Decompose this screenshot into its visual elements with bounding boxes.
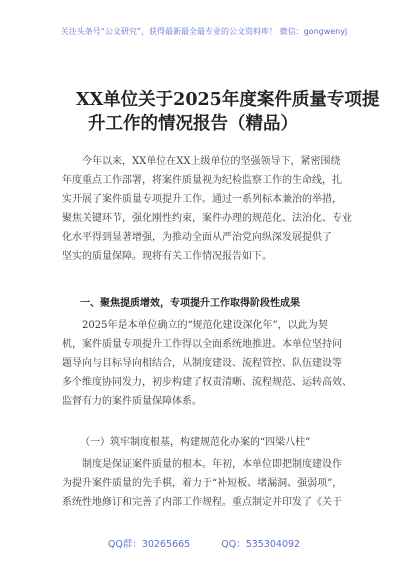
subsection-1-paragraph xyxy=(62,455,354,512)
title-line-2: 升工作的情况报告（精品） xyxy=(88,114,298,134)
section-1-line: 监督有力的案件质量保障体系。 xyxy=(62,396,202,407)
footer-qq-group: QQ群：30265665 xyxy=(107,539,191,550)
intro-line: 化水平得到显著增强，为推动全面从严治党向纵深发展提供了 xyxy=(62,232,332,243)
document-title xyxy=(76,88,380,136)
subsection-1-heading: （一）筑牢制度根基，构建规范化办案的“四梁八柱” xyxy=(80,437,311,448)
section-1-line: 2025年是本单位确立的“规范化建设深化年”，以此为契 xyxy=(82,320,328,331)
section-1-line: 题导向与目标导向相结合，从制度建设、流程管控、队伍建设等 xyxy=(62,358,342,369)
subsection-1-line: 系统性地修订和完善了内部工作规程。重点制定并印发了《关于 xyxy=(62,497,342,508)
footer-qq-number: QQ：535304092 xyxy=(221,539,301,550)
intro-line: 聚焦关键环节，强化刚性约束，案件办理的规范化、法治化、专业 xyxy=(62,213,352,224)
intro-line: 实开展了案件质量专项提升工作。通过一系列标本兼治的举措， xyxy=(62,194,342,205)
section-1-heading: 一、聚焦提质增效，专项提升工作取得阶段性成果 xyxy=(80,298,300,309)
subsection-1-line: 为提升案件质量的先手棋，着力于“补短板、堵漏洞、强弱项”， xyxy=(62,478,343,489)
page-footer xyxy=(0,536,408,550)
intro-paragraph xyxy=(62,152,354,266)
page-header-banner: 关注头条号“公文研究”，获得最新最全最专业的公文资料库！ 微信：gongwenyj xyxy=(60,27,348,36)
section-1-line: 机，案件质量专项提升工作得以全面系统地推进。本单位坚持问 xyxy=(62,339,342,350)
section-1-paragraph xyxy=(62,316,354,411)
intro-line: 年度重点工作部署，将案件质量视为纪检监察工作的生命线，扎 xyxy=(62,175,342,186)
title-line-1: XX单位关于2025年度案件质量专项提 xyxy=(76,90,380,110)
intro-line: 今年以来，XX单位在XX上级单位的坚强领导下，紧密围绕 xyxy=(82,156,341,167)
subsection-1-line: 制度是保证案件质量的根本。年初，本单位即把制度建设作 xyxy=(82,459,342,470)
intro-line: 坚实的质量保障。现将有关工作情况报告如下。 xyxy=(62,251,272,262)
section-1-line: 多个维度协同发力，初步构建了权责清晰、流程规范、运转高效、 xyxy=(62,377,352,388)
